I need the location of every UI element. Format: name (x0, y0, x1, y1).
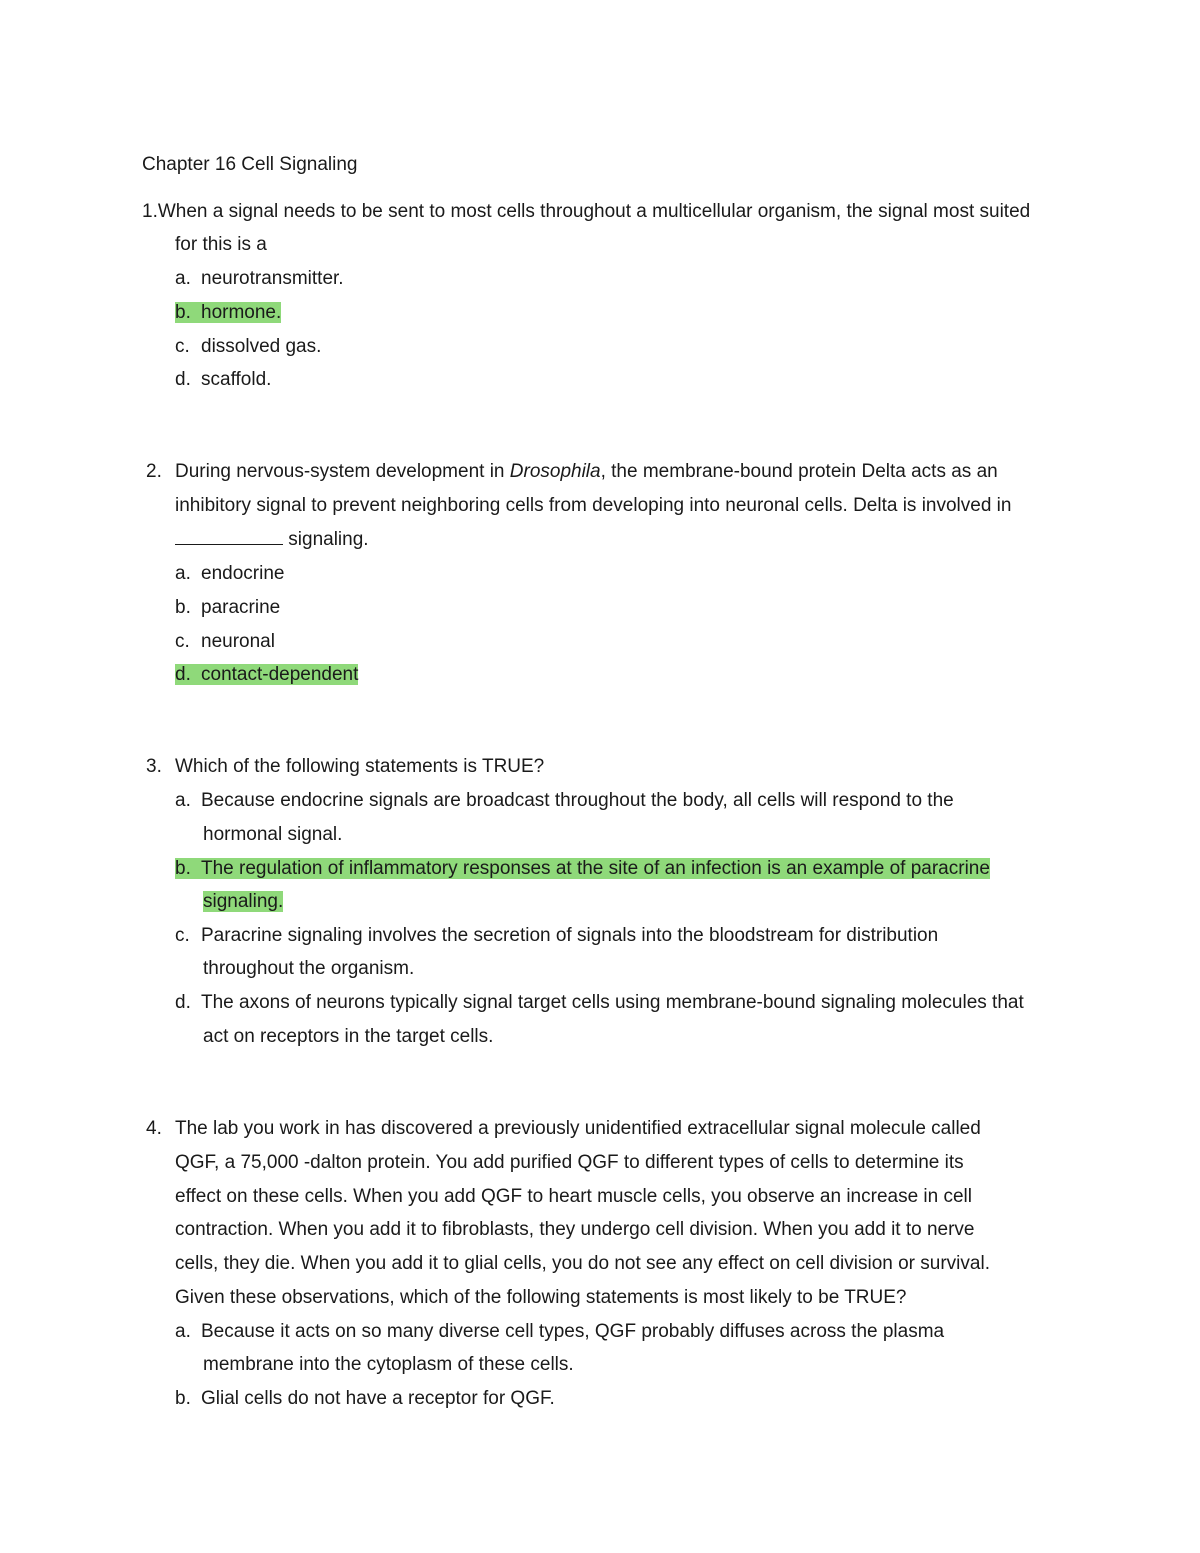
question-3-option-a-cont: hormonal signal. (203, 824, 343, 845)
question-4-stem: 4. The lab you work in has discovered a previously unidentified extracellular signal molecule called (146, 1118, 981, 1139)
question-4-stem-line-5: cells, they die. When you add it to glial cells, you do not see any effect on cell division or survival. (175, 1253, 990, 1274)
question-2-option-b: b. paracrine (175, 597, 281, 618)
question-4-option-a: a. Because it acts on so many diverse cell types, QGF probably diffuses across the plasma (175, 1321, 945, 1342)
question-3-stem: 3. Which of the following statements is TRUE? (146, 756, 545, 777)
question-2-stem: 2. During nervous-system development in Drosophila, the membrane-bound protein Delta acts as an (146, 461, 998, 482)
question-2-option-a: a. endocrine (175, 563, 285, 584)
question-4-stem-line-3: effect on these cells. When you add QGF to heart muscle cells, you observe an increase in cell (175, 1186, 972, 1207)
question-3-option-c: c. Paracrine signaling involves the secretion of signals into the bloodstream for distribution (175, 925, 939, 946)
question-number: 1. (142, 201, 158, 222)
question-4-option-a-cont: membrane into the cytoplasm of these cells. (203, 1354, 574, 1375)
fill-in-blank (175, 528, 283, 545)
question-4-stem-line-2: QGF, a 75,000 -dalton protein. You add purified QGF to different types of cells to determine its (175, 1152, 964, 1173)
species-name: Drosophila (509, 461, 601, 482)
question-4-stem-line-6: Given these observations, which of the following statements is most likely to be TRUE? (175, 1287, 907, 1308)
question-2-option-d-correct: d. contact-dependent (175, 664, 359, 685)
question-1-option-c: c. dissolved gas. (175, 336, 322, 357)
question-4-stem-line-4: contraction. When you add it to fibroblasts, they undergo cell division. When you add it to nerve (175, 1219, 975, 1240)
question-3-option-b-cont: signaling. (203, 891, 284, 912)
question-3-option-a: a. Because endocrine signals are broadcast throughout the body, all cells will respond to the (175, 790, 954, 811)
question-3-option-d: d. The axons of neurons typically signal target cells using membrane-bound signaling molecules that (175, 992, 1024, 1013)
question-3-option-c-cont: throughout the organism. (203, 958, 415, 979)
page-title: Chapter 16 Cell Signaling (142, 154, 358, 175)
question-2-stem-cont: inhibitory signal to prevent neighboring cells from developing into neuronal cells. Delta is involved in (175, 495, 1012, 516)
question-1-stem-cont: for this is a (175, 234, 267, 255)
question-1-option-d: d. scaffold. (175, 369, 272, 390)
question-4-option-b: b. Glial cells do not have a receptor for QGF. (175, 1388, 555, 1409)
question-2-option-c: c. neuronal (175, 631, 275, 652)
question-3-option-d-cont: act on receptors in the target cells. (203, 1026, 494, 1047)
question-1-stem: 1.When a signal needs to be sent to most cells throughout a multicellular organism, the signal most suited (142, 201, 1031, 222)
question-1-option-b-correct: b. hormone. (175, 302, 282, 323)
question-3-option-b-correct: b. The regulation of inflammatory responses at the site of an infection is an example of paracrine (175, 858, 990, 879)
question-2-stem-blank: signaling. (175, 528, 369, 552)
question-1-option-a: a. neurotransmitter. (175, 268, 344, 289)
